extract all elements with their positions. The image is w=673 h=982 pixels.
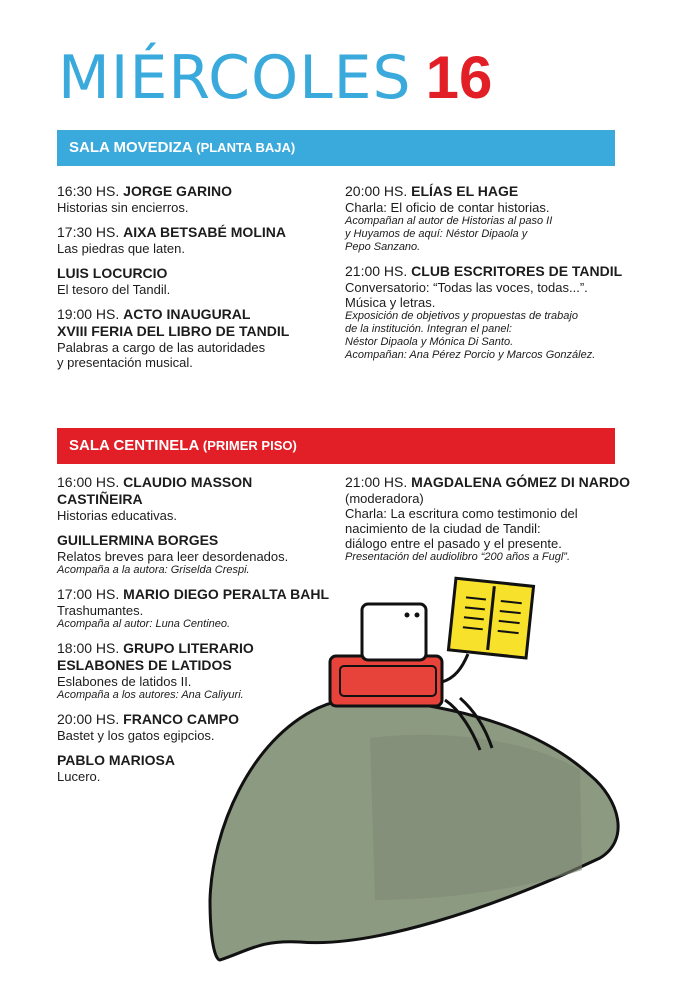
event-time: 18:00 HS. [57, 640, 120, 656]
event-entry [57, 224, 289, 256]
event-time: 16:30 HS. [57, 183, 120, 199]
event-time: 19:00 HS. [57, 306, 120, 322]
event-description: y presentación musical. [57, 355, 193, 370]
event-speaker: GUILLERMINA BORGES [57, 532, 219, 548]
event-heading [57, 474, 329, 491]
event-time: 21:00 HS. [345, 474, 408, 490]
event-speaker: MAGDALENA GÓMEZ DI NARDO [411, 474, 630, 490]
event-entry [57, 474, 329, 523]
movediza-right-column [345, 183, 622, 371]
event-time: 16:00 HS. [57, 474, 120, 490]
red-body [330, 656, 442, 706]
event-time: 21:00 HS. [345, 263, 408, 279]
event-speaker: ACTO INAUGURAL [123, 306, 251, 322]
event-speaker-line2: XVIII FERIA DEL LIBRO DE TANDIL [57, 323, 290, 339]
section-subtitle: (PLANTA BAJA) [196, 140, 296, 155]
event-time: 17:00 HS. [57, 586, 120, 602]
day-name: MIÉRCOLES [58, 43, 412, 113]
event-note: Exposición de objetivos y propuestas de trabajo [345, 310, 578, 322]
event-description: Trashumantes. [57, 603, 144, 618]
event-speaker: JORGE GARINO [123, 183, 233, 199]
event-heading [345, 474, 630, 491]
section-title: SALA MOVEDIZA [69, 139, 193, 156]
event-description: Historias educativas. [57, 508, 177, 523]
event-description: Palabras a cargo de las autoridades [57, 340, 266, 355]
section-subtitle: (PRIMER PISO) [202, 438, 297, 453]
reader-on-rock-illustration [190, 570, 630, 970]
event-speaker: GRUPO LITERARIO [123, 640, 254, 656]
event-note: Acompaña a los autores: Ana Caliyuri. [57, 689, 244, 701]
event-heading [345, 263, 622, 280]
event-speaker: FRANCO CAMPO [123, 711, 240, 727]
event-speaker: CLAUDIO MASSON [123, 474, 253, 490]
event-description: Eslabones de latidos II. [57, 674, 192, 689]
event-heading [57, 224, 289, 241]
page-title [58, 43, 493, 113]
event-heading [57, 532, 329, 549]
event-heading [57, 265, 289, 282]
section-title: SALA CENTINELA [69, 437, 199, 454]
event-description: Charla: La escritura como testimonio del [345, 506, 578, 521]
event-entry [345, 183, 622, 254]
event-description: Las piedras que laten. [57, 241, 185, 256]
event-note: Acompañan: Ana Pérez Porcio y Marcos González. [345, 349, 596, 361]
event-speaker: PABLO MARIOSA [57, 752, 175, 768]
event-description: Música y letras. [345, 295, 436, 310]
event-description: diálogo entre el pasado y el presente. [345, 536, 562, 551]
event-description: Historias sin encierros. [57, 200, 189, 215]
event-description: nacimiento de la ciudad de Tandil: [345, 521, 541, 536]
event-entry [57, 306, 289, 370]
event-time: 20:00 HS. [57, 711, 120, 727]
event-description: Conversatorio: “Todas las voces, todas...”. [345, 280, 588, 295]
event-description: El tesoro del Tandil. [57, 282, 171, 297]
event-description: Bastet y los gatos egipcios. [57, 728, 215, 743]
event-heading [57, 306, 289, 323]
event-note: de la institución. Integran el panel: [345, 323, 512, 335]
event-note: Pepo Sanzano. [345, 241, 421, 253]
event-note: y Huyamos de aquí: Néstor Dipaola y [345, 228, 528, 240]
event-entry [57, 265, 289, 297]
event-note: Acompañan al autor de Historias al paso II [345, 215, 553, 227]
event-entry [345, 474, 630, 564]
event-speaker: LUIS LOCURCIO [57, 265, 168, 281]
event-speaker: ELÍAS EL HAGE [411, 183, 519, 199]
event-description: (moderadora) [345, 491, 424, 506]
event-speaker: CLUB ESCRITORES DE TANDIL [411, 263, 623, 279]
event-speaker-line2: CASTIÑEIRA [57, 491, 143, 507]
event-note: Presentación del audiolibro “200 años a Fugl”. [345, 551, 571, 563]
event-time: 17:30 HS. [57, 224, 120, 240]
event-note: Acompaña al autor: Luna Centineo. [57, 618, 231, 630]
movediza-left-column [57, 183, 289, 379]
event-description: Relatos breves para leer desordenados. [57, 549, 289, 564]
event-description: Charla: El oficio de contar historias. [345, 200, 550, 215]
event-entry [57, 183, 289, 215]
event-heading [345, 183, 622, 200]
section-bar-movediza [57, 130, 615, 166]
event-note: Acompaña a la autora: Griselda Crespi. [57, 564, 250, 576]
event-entry [345, 263, 622, 362]
event-note: Néstor Dipaola y Mónica Di Santo. [345, 336, 514, 348]
event-time: 20:00 HS. [345, 183, 408, 199]
event-speaker-line2: ESLABONES DE LATIDOS [57, 657, 232, 673]
day-number: 16 [425, 44, 493, 111]
book-icon [448, 578, 533, 658]
event-speaker: AIXA BETSABÉ MOLINA [123, 224, 286, 240]
centinela-right-column [345, 474, 630, 573]
section-bar-centinela [57, 428, 615, 464]
event-description: Lucero. [57, 769, 101, 784]
event-heading [57, 183, 289, 200]
reader-head [362, 604, 426, 660]
event-speaker: MARIO DIEGO PERALTA BAHL [123, 586, 329, 602]
